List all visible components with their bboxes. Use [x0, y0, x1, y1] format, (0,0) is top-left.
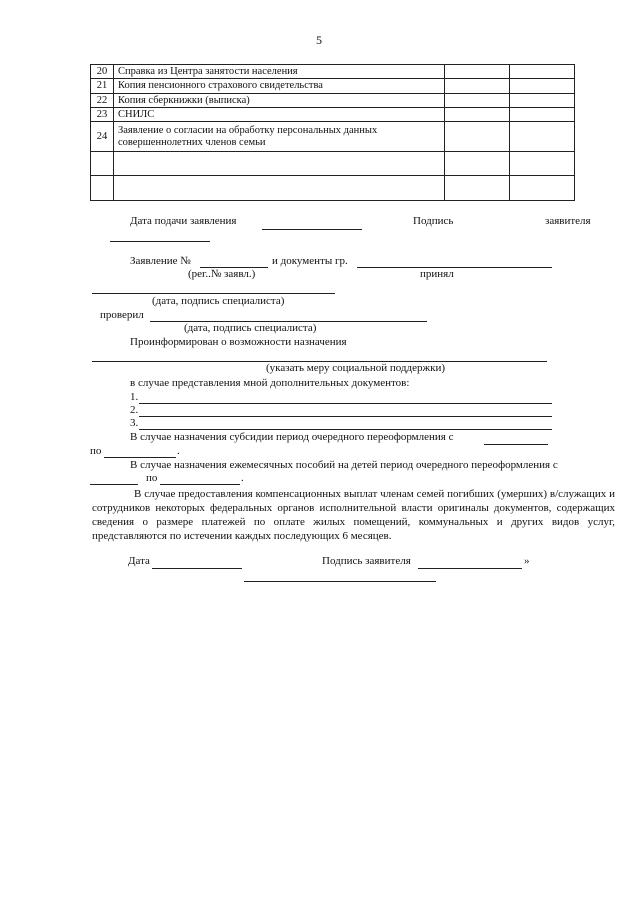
table-cell	[114, 176, 445, 201]
subsidy-period-end: .	[177, 445, 180, 457]
subsidy-text: В случае назначения субсидии период очередного переоформления с	[130, 431, 454, 443]
checked-label: проверил	[100, 309, 144, 321]
allowance-po-label: по	[146, 472, 158, 484]
citizen-name-field[interactable]	[357, 267, 552, 268]
row-text: Заявление о согласии на обработку персональных данных совершеннолетних членов семьи	[114, 122, 445, 152]
subsidy-to-field[interactable]	[104, 457, 176, 458]
table-cell	[445, 79, 510, 94]
row-number: 23	[91, 108, 114, 122]
table-cell	[510, 122, 575, 152]
list-item-number: 2.	[130, 404, 139, 416]
informed-label: Проинформирован о возможности назначения	[130, 336, 347, 348]
table-row	[91, 108, 575, 122]
row-text: СНИЛС	[114, 108, 445, 122]
subsidy-from-field[interactable]	[484, 444, 548, 445]
accepted-label: принял	[420, 268, 454, 280]
accepted-by-field[interactable]	[92, 293, 335, 294]
date-label: Дата подачи заявления	[130, 215, 237, 227]
row-number: 21	[91, 79, 114, 94]
table-cell	[445, 176, 510, 201]
final-signature-field[interactable]	[418, 568, 522, 569]
table-row	[91, 122, 575, 152]
documents-table	[90, 64, 575, 201]
list-item-number: 3.	[130, 417, 139, 429]
specialist-hint: (дата, подпись специалиста)	[152, 295, 285, 307]
table-row	[91, 65, 575, 79]
row-number: 20	[91, 65, 114, 79]
table-cell	[445, 152, 510, 176]
table-cell	[510, 79, 575, 94]
table-row	[91, 152, 575, 176]
table-cell	[445, 65, 510, 79]
additional-doc-field-3[interactable]	[139, 429, 552, 430]
table-cell	[445, 94, 510, 108]
table-cell	[91, 152, 114, 176]
list-item-number: 1.	[130, 391, 139, 403]
table-cell	[510, 94, 575, 108]
table-cell	[445, 122, 510, 152]
specialist-hint-2: (дата, подпись специалиста)	[184, 322, 317, 334]
application-number-label: Заявление №	[130, 255, 191, 267]
additional-docs-label: в случае представления мной дополнительных документов:	[130, 377, 410, 389]
signature-label: Подпись	[413, 215, 454, 227]
reg-number-hint: (рег..№ заявл.)	[188, 268, 256, 280]
date-field[interactable]	[262, 229, 362, 230]
row-number: 22	[91, 94, 114, 108]
additional-doc-field-2[interactable]	[139, 416, 552, 417]
signature-transcript-field[interactable]	[244, 581, 436, 582]
subsidy-po-label: по	[90, 445, 102, 457]
allowance-to-field[interactable]	[160, 484, 240, 485]
row-number: 24	[91, 122, 114, 152]
table-row	[91, 94, 575, 108]
allowance-text: В случае назначения ежемесячных пособий на детей период очередного переоформления с	[130, 459, 558, 471]
row-text: Справка из Центра занятости населения	[114, 65, 445, 79]
applicant-signature-field[interactable]	[110, 241, 210, 242]
table-cell	[510, 176, 575, 201]
row-text: Копия сберкнижки (выписка)	[114, 94, 445, 108]
table-cell	[510, 108, 575, 122]
support-measure-hint: (указать меру социальной поддержки)	[266, 362, 445, 374]
final-signature-label: Подпись заявителя	[322, 555, 411, 567]
table-row	[91, 79, 575, 94]
final-date-field[interactable]	[152, 568, 242, 569]
final-date-label: Дата	[128, 555, 150, 567]
table-cell	[91, 176, 114, 201]
allowance-period-end: .	[241, 472, 244, 484]
table-cell	[510, 65, 575, 79]
table-cell	[445, 108, 510, 122]
allowance-from-field[interactable]	[90, 484, 138, 485]
closing-quote: »	[524, 555, 530, 567]
documents-label: и документы гр.	[272, 255, 348, 267]
table-cell	[510, 152, 575, 176]
compensation-paragraph: В случае предоставления компенсационных выплат членам семей погибших (умерших) в/служащих и сотрудников некоторых федеральных органов исполнительной власти оригиналы документов, содержащих сведения о размере платежей по оплате жилых помещений, коммунальных и других видов услуг, представляются по истечении каждых последующих 6 месяцев.	[92, 488, 615, 542]
table-row	[91, 176, 575, 201]
table-cell	[114, 152, 445, 176]
page-number: 5	[316, 33, 322, 47]
applicant-label: заявителя	[545, 215, 591, 227]
row-text: Копия пенсионного страхового свидетельства	[114, 79, 445, 94]
additional-doc-field-1[interactable]	[139, 403, 552, 404]
